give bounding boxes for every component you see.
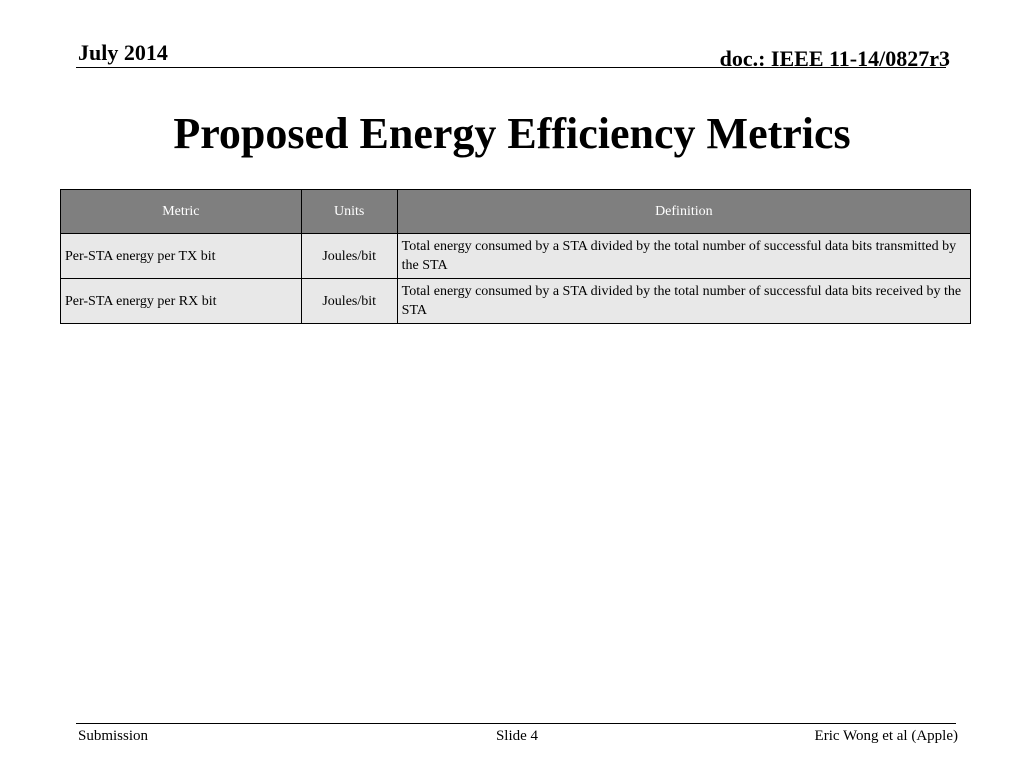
metric-cell: Per-STA energy per TX bit: [61, 234, 302, 279]
column-header-definition: Definition: [397, 190, 970, 234]
table-header-row: [61, 190, 971, 234]
units-cell: Joules/bit: [301, 234, 397, 279]
footer-slide-number: Slide 4: [495, 728, 539, 744]
footer-divider: [76, 723, 956, 724]
footer-submission: Submission: [78, 728, 149, 744]
table-row: [61, 234, 971, 279]
metrics-table: [60, 189, 971, 324]
column-header-metric: Metric: [61, 190, 302, 234]
slide-title: Proposed Energy Efficiency Metrics: [173, 109, 851, 158]
table-row: [61, 279, 971, 324]
column-header-units: Units: [301, 190, 397, 234]
footer-author: Eric Wong et al (Apple): [814, 728, 958, 744]
header-doc-number: doc.: IEEE 11-14/0827r3: [719, 46, 950, 71]
metric-cell: Per-STA energy per RX bit: [61, 279, 302, 324]
definition-cell: Total energy consumed by a STA divided by the total number of successful data bits transmitted by the STA: [397, 234, 970, 279]
units-cell: Joules/bit: [301, 279, 397, 324]
header-date: July 2014: [78, 40, 168, 65]
header-divider: [76, 67, 946, 68]
definition-cell: Total energy consumed by a STA divided by the total number of successful data bits received by the STA: [397, 279, 970, 324]
